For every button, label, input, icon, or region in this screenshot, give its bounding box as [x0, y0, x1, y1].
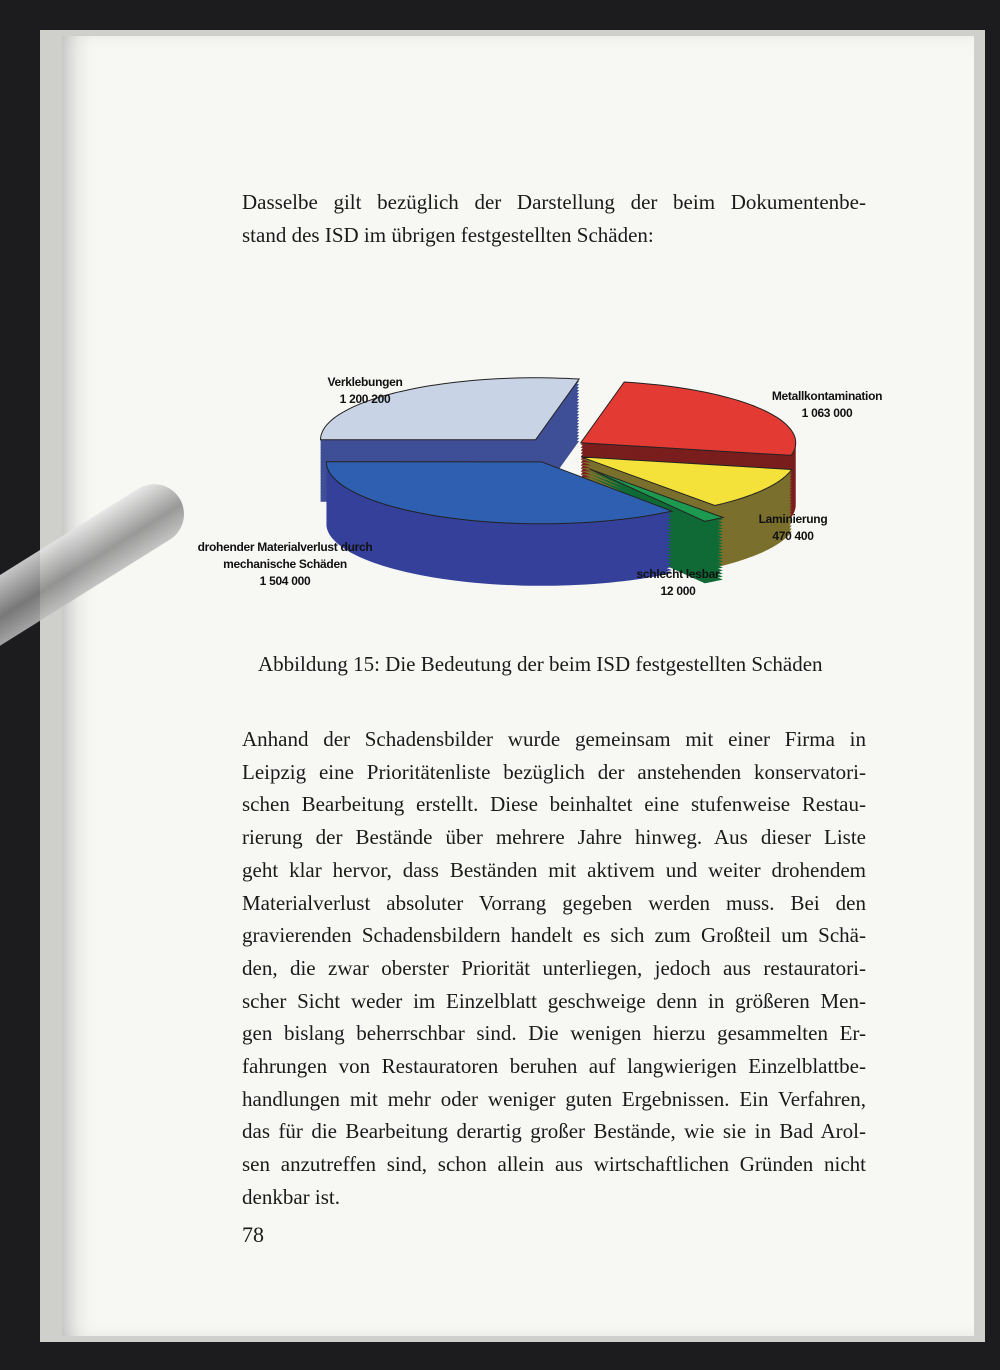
slice-value: 1 063 000 [801, 406, 853, 420]
slice-label: Metallkontamination [771, 389, 883, 403]
body-line: fahrungen von Restauratoren beruhen auf langwierigen Einzelblattbe- [242, 1054, 866, 1078]
slice-label: Laminierung [758, 512, 828, 526]
slice-label: Verklebungen [327, 375, 403, 389]
body-line: Leipzig eine Prioritätenliste bezüglich der anstehenden konservatori- [242, 759, 866, 784]
intro-line: Dasselbe gilt bezüglich der Darstellung der beim Dokumentenbe- [242, 190, 866, 214]
body-line: Materialverlust absoluter Vorrang gegeben werden muss. Bei den [242, 890, 866, 915]
body-line: handlungen mit mehr oder weniger guten Ergebnissen. Ein Verfahren, [242, 1086, 866, 1111]
slice-label: mechanische Schäden [223, 557, 347, 571]
figure-caption: Abbildung 15: Die Bedeutung der beim ISD festgestellten Schäden [258, 652, 823, 676]
slice-value: 1 200 200 [339, 392, 391, 406]
body-line: schen Bearbeitung erstellt. Diese beinhaltet eine stufenweise Restau- [242, 792, 866, 817]
body-line: scher Sicht weder im Einzelblatt geschweige denn in größeren Men- [242, 988, 866, 1013]
body-line: sen anzutreffen sind, schon allein aus wirtschaftlichen Gründen nicht [242, 1152, 866, 1177]
slice-value: 12 000 [660, 584, 696, 598]
label-metallkontamination [752, 388, 902, 422]
body-line: den, die zwar oberster Priorität unterliegen, jedoch aus restauratori- [242, 955, 866, 980]
label-laminierung [733, 511, 853, 545]
label-verklebungen [300, 374, 430, 408]
body-line: denkbar ist. [242, 1184, 340, 1209]
label-schlecht-lesbar [618, 566, 738, 600]
body-line: geht klar hervor, dass Beständen mit aktivem und weiter drohendem [242, 857, 866, 882]
slice-value: 1 504 000 [259, 574, 311, 588]
body-line: gen bislang beherrschbar sind. Die wenigen hierzu gesammelten Er- [242, 1021, 866, 1046]
body-line: rierung der Bestände über mehrere Jahre hinweg. Aus dieser Liste [242, 825, 866, 850]
slice-value: 470 400 [772, 529, 814, 543]
slice-label: schlecht lesbar [636, 567, 720, 581]
page-number: 78 [242, 1222, 264, 1247]
label-drohender-materialverlust [175, 539, 395, 590]
intro-line: stand des ISD im übrigen festgestellten Schäden: [242, 223, 654, 247]
slice-label: drohender Materialverlust durch [197, 540, 373, 554]
body-line: das für die Bearbeitung derartig großer Bestände, wie sie in Bad Arol- [242, 1119, 866, 1144]
body-line: gravierenden Schadensbildern handelt es sich zum Großteil um Schä- [242, 923, 866, 948]
body-line: Anhand der Schadensbilder wurde gemeinsam mit einer Firma in [242, 727, 866, 751]
